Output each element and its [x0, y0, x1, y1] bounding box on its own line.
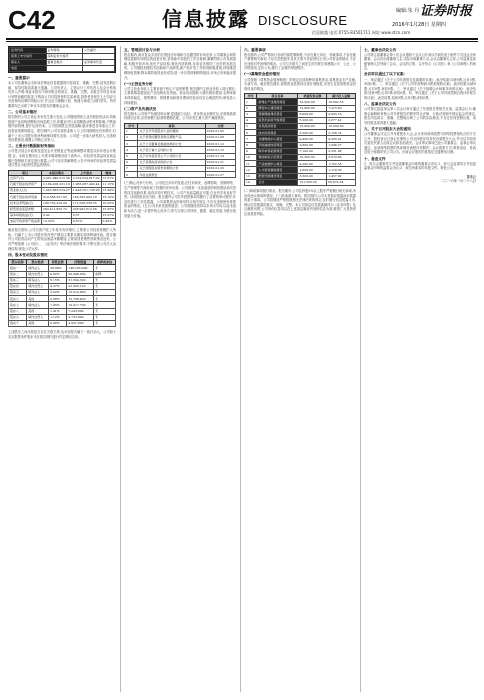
table-cell: 5 [245, 124, 257, 130]
table-cell: 1,457.92 [327, 173, 356, 179]
column-divider [120, 46, 121, 692]
table-row [9, 321, 116, 327]
table-cell: 5,200.00 [298, 117, 327, 123]
table-cell: 9.82% [49, 271, 67, 277]
table-cell: 146,205,000 [67, 265, 94, 271]
table-cell: 32,500.00 [298, 99, 327, 105]
table-row [125, 172, 236, 178]
table-cell: 4 [245, 117, 257, 123]
table-header-cell: 股东性质 [27, 260, 49, 265]
header-rule-thin [6, 41, 478, 42]
table-row [9, 219, 116, 225]
table-cell: 1,642,883,519.27 [43, 188, 70, 193]
table-row [245, 155, 356, 161]
table-row [9, 181, 116, 187]
table-cell: 0.42 [42, 212, 72, 218]
table-cell: 2,877.42 [327, 117, 356, 123]
section-heading: (一)募集资金使用情况 [244, 72, 280, 77]
stock-cell: 证券代码 [10, 48, 47, 54]
table-cell: 无 [94, 283, 116, 289]
table-cell: 4.37% [49, 283, 67, 289]
table-cell: 配套设施建设项目 [257, 173, 298, 179]
stock-cell: 公告编号 [83, 48, 115, 54]
table-cell: 15,000.00 [327, 124, 356, 130]
table-cell: 14 [245, 179, 257, 185]
section-heading: 二、公司基本情况 [8, 110, 37, 115]
table-cell: 2,184,206,331.18 [43, 182, 70, 187]
table-cell: 2016-01-15 [205, 147, 235, 153]
table-cell: 股东二 [9, 271, 27, 277]
page-header [0, 0, 484, 40]
table-cell: 归属于股东的净资产 [9, 181, 42, 187]
table-cell: 4 [125, 147, 138, 153]
table-cell: 10 [245, 155, 257, 161]
table-cell: 2 [245, 105, 257, 111]
table-cell: 无 [94, 265, 116, 271]
table-cell: 合计 [257, 179, 298, 185]
table-cell: 2.68% [49, 296, 67, 302]
table-cell: 3,874.66 [327, 155, 356, 161]
newspaper-masthead: 证券时报 [420, 4, 473, 19]
section-paragraph: 公司主营业务收入主要来源于核心产品的销售,报告期内主营业务收入同比增长,主要系销量增加及产品结构优化所致。营业成本随收入增长相应增加,毛利率基本保持稳定。销售费用、管理费用和财务费用的变动均在合理范围内,研发投入持续增加。 [124, 86, 236, 105]
table-cell: 5,753,800 [67, 314, 94, 320]
table-cell: 无 [94, 302, 116, 308]
table-cell: 1,448,201,736.90 [72, 188, 100, 193]
table-cell: 50,448,000 [67, 271, 94, 277]
table-cell: 质押 [94, 271, 116, 277]
col3-tail: (二)承诺事项履行情况。报告期内,公司及持股5%以上股东严格履行相关承诺,未出现违反承诺的情况。(三)其他重大事项。报告期内,公司无其他应披露而未披露的重大事项。公司将继续严格按照相关法律法规的规定,及时履行信息披露义务,保证信息披露的真实、准确、完整。本公司指定信息披露媒体为《证券时报》及巨潮资讯网,公司所有信息均以在上述指定媒体刊登的信息为准,敬请广大投资者注意投资风险。 [244, 188, 356, 216]
table-row [125, 135, 236, 141]
section-paragraph: 报告期内,公司严格执行各项内部控制制度,不存在重大诉讼、仲裁事项,不存在破产重整相关事项,不存在控股股东及其关联方非经营性占用公司资金的情况,不存在违规对外担保的情况。公司与关联方之间发生的关联交易遵循公平、公正、公开的原则,定价公允,履行了必要的审批程序。 [244, 52, 356, 71]
col1-sections [8, 76, 116, 168]
table-row [245, 111, 356, 117]
column-divider [240, 46, 241, 692]
table-cell: 4,933.18 [327, 111, 356, 117]
table-cell: 4,931,800 [67, 321, 94, 327]
table-cell: 186,305,992.18 [71, 194, 101, 200]
col1-mid-text: 截至报告期末,公司总资产较上年度末有所增长,主要系公司经营规模扩大所致。归属于上市公司股东的净资产增加主要系本期实现净利润所致。报告期内公司经营活动产生的现金流量净额增加,主要原因是销售回款情况良好。公司严格按照《公司法》、《证券法》等法律法规的要求,不断完善公司法人治理结构,规范公司运作。 [8, 228, 116, 251]
table-row [245, 117, 356, 123]
table-row [245, 142, 356, 148]
table-cell: 股东七 [9, 302, 27, 308]
table-cell: 信息化系统升级项目 [257, 117, 298, 123]
table-cell: 关于公司董事会换届选举的公告 [138, 141, 205, 147]
table-cell: 股东五 [9, 290, 27, 296]
stock-cell: 证券事务代表 [83, 60, 115, 66]
table-cell: 6,300.00 [298, 130, 327, 136]
table-row [245, 179, 356, 185]
table-cell: 归属于股东的净利润 [9, 194, 42, 200]
table-cell: 2,531.08 [327, 148, 356, 154]
section-paragraph: 报告期内公司主营业务未发生重大变化,公司继续围绕主业开展经营活动,持续推进产品结构调整和市场拓展工作,积极应对行业周期波动带来的影响,不断加强内部管理,提升运营效率。公司按照既定发展战略,稳步推进各项重点工作,经营业绩保持稳定。报告期内,公司实现营业收入与上年同期相比有所增长,归属于上市公司股东的净利润保持增长态势。公司进一步加大研发投入,完善研发体系建设,增强公司核心竞争力。 [8, 115, 116, 143]
table-cell: 9 [245, 148, 257, 154]
table-cell: 2016-01-27 [205, 172, 235, 178]
table-cell: 股东一 [9, 265, 27, 271]
stock-cell [83, 66, 115, 72]
table-cell: 2,600.00 [298, 167, 327, 173]
table-header-cell: 股东名称 [9, 260, 27, 265]
table-cell: 年度业绩预告 [138, 172, 205, 178]
table-cell: 1,118.30 [327, 167, 356, 173]
table-cell: 8 [245, 142, 257, 148]
table-cell: 9,400.00 [298, 136, 327, 142]
table-cell: 其他 [27, 308, 49, 314]
table-cell: 7,243,600 [67, 308, 94, 314]
table-header-cell: 增减 [101, 170, 116, 175]
table-cell: 11.15% [102, 182, 114, 187]
section-heading: 会议审议通过了以下议案: [364, 72, 405, 77]
table-cell: 股东十 [9, 321, 27, 327]
section-heading: 九、关于召开股东大会的通知 [364, 127, 411, 131]
table-cell: 1,702.55 [327, 161, 356, 167]
table-cell: 6 [125, 159, 138, 165]
table-cell: 智能制造示范项目 [257, 155, 298, 161]
col2-sections [124, 48, 236, 121]
section-paragraph: 公司按照《募集资金管理制度》的规定存放和使用募集资金,募集资金专户存储,专款专用。截至报告期末,募集资金投资项目按计划推进,未发生变更募集资金投资项目的情况。 [244, 77, 356, 91]
financial-table [8, 170, 116, 226]
table-cell: 28.46% [49, 265, 67, 271]
table-cell: 其他 [27, 296, 49, 302]
section-heading: 十、备查文件 [364, 156, 386, 161]
table-cell: 海外市场拓展项目 [257, 148, 298, 154]
table-cell: 13.51% [102, 176, 114, 181]
shareholder-table [8, 259, 116, 327]
table-cell: 2016-01-19 [205, 153, 235, 159]
table-cell: 无 [94, 308, 116, 314]
table-row [125, 153, 236, 159]
table-cell: 121,300.00 [298, 179, 327, 185]
table-row [245, 173, 356, 179]
table-cell: 8 [125, 172, 138, 178]
table-row [245, 161, 356, 167]
table-cell: 10.32% [42, 219, 72, 225]
table-cell: 1,946.27 [327, 142, 356, 148]
table-cell: 无 [94, 277, 116, 283]
table-cell: 6 [245, 130, 257, 136]
table-cell: 3,800.00 [298, 142, 327, 148]
stock-cell [46, 66, 83, 72]
section-paragraph: 本公司及董事会全体成员保证信息披露的内容真实、准确、完整,没有虚假记载、误导性陈述或重大遗漏。公司负责人、主管会计工作负责人及会计机构负责人声明:保证本报告中财务报告的真实、准确、完整。本报告中涉及未来计划等前瞻性陈述,不构成公司对投资者的实质承诺,投资者及相关人士均应当对此保持足够的风险认识,并且应当理解计划、预测与承诺之间的差异。所有董事均已出席了审议本次报告的董事会会议。 [8, 81, 116, 109]
table-cell: 12 [245, 167, 257, 173]
table-cell: 境内法人 [27, 265, 49, 271]
table-cell: 1 [125, 128, 138, 134]
table-cell: 13 [245, 173, 257, 179]
column-1 [8, 46, 116, 692]
table-row [245, 167, 356, 173]
table-cell: 产品检测中心项目 [257, 161, 298, 167]
table-cell: 0.96% [49, 321, 67, 327]
section-paragraph: 公司是否因会计政策变更及会计差错更正等追溯调整或重述以前年度会计数据:否。本报告期末比上年度末增减情况如下表所示。非经常性损益项目和金额已按照相关规定进行披露,公司不存在将解释性公告中列举的非经常性损益项目界定为经常性损益的情形。 [8, 149, 116, 168]
page-code: C42 [8, 5, 56, 35]
table-row [245, 130, 356, 136]
table-cell: 68,674.34 [327, 179, 356, 185]
table-cell: 新建生产线建设项目 [257, 99, 298, 105]
table-header-cell: 持股数量 [67, 260, 94, 265]
table-cell: 股东八 [9, 308, 27, 314]
table-cell: 股东九 [9, 314, 27, 320]
table-cell: 3,102,554,817.02 [72, 176, 100, 181]
table-cell: 22,450,120 [67, 283, 94, 289]
table-header-cell: 序号 [245, 94, 257, 99]
table-row [245, 136, 356, 142]
table-cell: 扣非后净利润(元) [9, 200, 42, 206]
col1-tail: 上述股东之间未知是否存在关联关系,也未知是否属于一致行动人。公司前十名无限售条件股东未在报告期内进行约定购回交易。 [8, 330, 116, 339]
table-cell: 3.02% [49, 290, 67, 296]
column-divider [360, 46, 361, 692]
table-header-cell: 持股比例 [49, 260, 67, 265]
publication-date: 2016年1月28日 星期四 [392, 22, 446, 28]
stock-cell: 深圳证券交易所 [46, 54, 83, 60]
table-cell: 其他 [27, 321, 49, 327]
table-cell: 15,000.00 [298, 124, 327, 130]
table-cell: 13,768,400 [67, 296, 94, 302]
col2-tail: (三)核心竞争力分析。公司经过多年的发展,在技术研发、品牌影响、营销网络、生产管理等方面形成了较强的竞争优势。公司拥有一支高素质的研发团队和完善的技术创新体系,取得多项专利技术。公司产品质量稳定可靠,在业内享有良好声誉。(四)投资状况分析。报告期内公司对外投资事项均履行了必要的审议程序,并及时进行了信息披露。公司募集资金的使用符合相关规定,不存在违规使用募集资金的情况。(五)公司未来发展的展望。公司将继续坚持以市场为导向,以技术创新为动力,进一步提升核心竞争力,努力实现公司持续、健康、稳定发展,为股东创造更大价值。 [124, 181, 236, 218]
table-cell: 境外法人 [27, 290, 49, 296]
table-cell: 补充流动资金 [257, 124, 298, 130]
table-cell: 1.95% [49, 302, 67, 308]
table-cell: 2016-01-25 [205, 166, 235, 172]
editor-credit: 编辑:朱 丹 [396, 8, 420, 14]
table-header-cell: 日期 [205, 123, 235, 128]
table-cell: 关于召开年度股东大会的通知 [138, 128, 205, 134]
table-cell: 无 [94, 321, 116, 327]
table-row [245, 99, 356, 105]
section-paragraph: 报告期末,公司资产负债结构合理,偿债能力良好。货币资金余额充足,应收账款周转情况正常,存货规模与经营规模相匹配。公司未发生重大资产减值情况。 [124, 111, 236, 121]
table-cell: 3,521,640,215.36 [43, 176, 70, 181]
section-heading: 七、董事会决议公告 [364, 47, 397, 52]
table-cell: 境内自然人 [27, 314, 49, 320]
table-cell: 2016-01-08 [205, 135, 235, 141]
table-cell: 股东六 [9, 296, 27, 302]
table-cell: 境内自然人 [27, 271, 49, 277]
table-cell: 人才培训基地项目 [257, 167, 298, 173]
table-cell: 加权平均净资产收益率 [10, 219, 41, 224]
table-cell: 营业收入(元) [9, 188, 42, 194]
table-cell: 18,642.35 [327, 99, 356, 105]
table-header-cell: 本报告期末 [42, 170, 72, 175]
header-fine-print: 信息披露 电话:0755-83501711 网址:www.stcn.com [312, 30, 411, 35]
table-header-cell: 质押或冻结 [94, 260, 116, 265]
table-cell: 4,200.00 [298, 161, 327, 167]
table-cell: 6.15% [49, 277, 67, 283]
table-row [245, 124, 356, 130]
table-cell: 无 [94, 296, 116, 302]
stock-info-box [8, 46, 116, 73]
table-cell: 228,947,613.08 [71, 206, 101, 212]
section-paragraph: 报告期内,面对复杂多变的宏观经济环境和日趋激烈的市场竞争,公司董事会和管理层按照年初制定的经营计划,坚持稳中求进的工作总基调,紧紧围绕公司发展战略,积极开拓市场,优化产品结构,强化内部管理,各项业务保持了良好的发展态势。公司继续加强技术创新和产品研发,新产品开发工作取得积极进展;持续推进精细化管理,降本增效取得良好成效;进一步完善营销网络建设,市场占有率稳步提升。 [124, 52, 236, 80]
table-cell: 15.05% [102, 207, 114, 212]
section-heading: 三、主要会计数据和财务指标 [8, 144, 55, 149]
section-paragraph: 公司第五届董事会第十次会议通知于会议召开前以书面及电子邮件方式送达全体董事。会议应出席董事九名,实际出席董事九名,会议由董事长主持,公司监事及高级管理人员列席了会议。会议的召集、召开符合《公司法》和《公司章程》的规定。 [364, 52, 476, 71]
table-cell: 基本每股收益(元) [9, 212, 42, 218]
table-cell: 关于签订重大合同的公告 [138, 147, 205, 153]
table-cell: 无 [94, 314, 116, 320]
section-paragraph: 一、审议通过《关于公司年度报告及摘要的议案》,表决结果:同意9票,反对0票,弃权0票。二、审议通过《关于公司年度利润分配预案的议案》,表决结果:同意9票,反对0票,弃权0票。三、审议通过《关于续聘会计师事务所的议案》,表决结果:同意9票,反对0票,弃权0票。四、审议通过《关于公司内部控制自我评价报告的议案》,表决结果:同意9票,反对0票,弃权0票。 [364, 77, 476, 100]
table-header-cell: 序号 [125, 123, 138, 128]
table-cell: 3,300.00 [298, 173, 327, 179]
stock-cell: 董事会秘书 [46, 60, 83, 66]
section-title-cn: 信息披露 [162, 7, 250, 31]
table-row [245, 105, 356, 111]
table-header-cell: 上年度末 [71, 170, 101, 175]
section-paragraph: 1、经与会董事签字并加盖董事会印章的董事会决议;2、经与会监事签字并加盖监事会印章的监事会决议;3、深交所要求的其他文件。特此公告。 [364, 161, 476, 171]
section-heading: 五、管理层讨论与分析 [124, 47, 160, 52]
col4-sections [364, 48, 476, 171]
table-cell: 1.12% [49, 314, 67, 320]
table-cell: 3,108.74 [327, 130, 356, 136]
table-cell: 技术改造项目 [257, 130, 298, 136]
section-heading: 六、重要事项 [244, 47, 266, 52]
table-cell: 11 [245, 161, 257, 167]
table-cell: 0.45% [101, 219, 116, 225]
section-paragraph: 公司董事会决定召开年度股东大会,会议采用现场投票与网络投票相结合的方式召开。股权登记日登记在册的公司全体股东均有权出席股东大会,并可以书面形式委托代理人出席会议和参加表决。会议审议事项已经公司董事会、监事会审议通过。参加网络投票的具体操作流程详见附件。会议联系方式:联系电话、传真及电子邮箱详见公司公告。出席会议股东的食宿及交通费用自理。 [364, 132, 476, 155]
table-cell: 31,594,300 [67, 277, 94, 283]
table-cell: 8,600.00 [298, 111, 327, 117]
column-4 [364, 46, 476, 692]
table-cell: 1 [245, 99, 257, 105]
table-cell: 3 [125, 141, 138, 147]
table-cell: 10,017,700 [67, 302, 94, 308]
table-cell: 关于控股股东股份质押的公告 [138, 166, 205, 172]
header-rule [6, 38, 478, 40]
stock-cell: 联系人 [10, 60, 47, 66]
table-cell: 关于使用闲置资金购买理财产品 [138, 135, 205, 141]
table-row [125, 141, 236, 147]
table-cell: 3 [245, 111, 257, 117]
signature-date: 二〇一六年一月二十八日 [440, 179, 476, 184]
project-table [244, 93, 356, 186]
column-3 [244, 46, 356, 692]
table-cell: 2016-01-12 [205, 141, 235, 147]
table-cell: 13.44% [102, 188, 114, 193]
table-cell: 13.51% [102, 213, 114, 218]
table-cell: 15.16% [102, 194, 114, 199]
section-heading: 一、重要提示 [8, 76, 30, 80]
table-cell: 2016-01-05 [205, 128, 235, 134]
table-cell: 7,215.60 [327, 105, 356, 111]
table-cell: 经营现金流量净额 [9, 206, 42, 212]
section-title-en: DISCLOSURE [258, 13, 348, 28]
table-cell: 0.37 [71, 212, 101, 218]
table-cell: 关于获得政府补助的公告 [138, 159, 205, 165]
table-cell: 263,411,850.72 [42, 206, 72, 212]
table-cell: 节能减排改造项目 [257, 142, 298, 148]
table-cell: 总资产(元) [9, 175, 42, 181]
table-row [245, 148, 356, 154]
table-cell: 股东四 [9, 283, 27, 289]
table-cell: 5 [125, 153, 138, 159]
table-cell: 12,800.00 [298, 105, 327, 111]
table-cell: 198,732,416.09 [42, 200, 72, 206]
table-cell: 2 [125, 135, 138, 141]
table-header-cell: 承诺投资总额 [298, 94, 327, 99]
stock-cell: 电话 [10, 66, 47, 72]
table-cell: 1,965,087,402.44 [72, 182, 100, 187]
section-heading: (一)主营业务分析 [124, 81, 153, 86]
column-2 [124, 46, 236, 692]
table-cell: 2016-01-21 [205, 159, 235, 165]
table-header-cell: 事项 [138, 123, 205, 128]
table-cell: 关于对外投资设立子公司的公告 [138, 153, 205, 159]
table-header-cell: 项目名称 [257, 94, 298, 99]
table-cell: 10,500.00 [298, 155, 327, 161]
table-cell: 研发中心建设项目 [257, 105, 298, 111]
stock-cell: 证券简称 [46, 48, 83, 54]
table-header-cell: 项目 [9, 170, 42, 175]
section-paragraph: 公司第五届监事会第八次会议审议通过了年度报告等相关议案。监事会认为:董事会编制和审核公司年度报告的程序符合法律、行政法规和中国证监会的规定,报告内容真实、准确、完整地反映了公司的实际情况,不存在任何虚假记载、误导性陈述或者重大遗漏。 [364, 107, 476, 125]
table-cell: 1.41% [49, 308, 67, 314]
announcement-table [124, 123, 236, 179]
table-cell: 7,100.00 [298, 148, 327, 154]
table-cell: 214,558,207.63 [42, 194, 72, 200]
table-cell: 境内自然人 [27, 283, 49, 289]
section-heading: 八、监事会决议公告 [364, 102, 397, 107]
table-cell: 无 [94, 290, 116, 296]
table-header-cell: 累计投入金额 [327, 94, 356, 99]
table-cell: 4,265.91 [327, 136, 356, 142]
table-cell: 15,514,800 [67, 290, 94, 296]
table-cell: 7 [245, 136, 257, 142]
table-cell: 7 [125, 166, 138, 172]
table-cell: 境内法人 [27, 302, 49, 308]
stock-cell: 股票上市交易所 [10, 54, 47, 60]
table-row [9, 188, 116, 194]
col3-sections [244, 48, 356, 92]
signature-board: 董事会 [466, 174, 476, 179]
table-cell: 股东三 [9, 277, 27, 283]
table-cell: 9.87% [71, 219, 101, 225]
table-cell: 营销网络建设项目 [257, 111, 298, 117]
table-cell: 16.20% [102, 200, 114, 205]
table-cell: 171,026,538.55 [71, 200, 101, 206]
table-cell: 仓储物流中心项目 [257, 136, 298, 142]
section-heading: (二)资产及负债状况 [124, 106, 157, 111]
col1-heading: 四、股本变动及股东情况 [8, 252, 48, 257]
table-cell: 国有法人 [27, 277, 49, 283]
